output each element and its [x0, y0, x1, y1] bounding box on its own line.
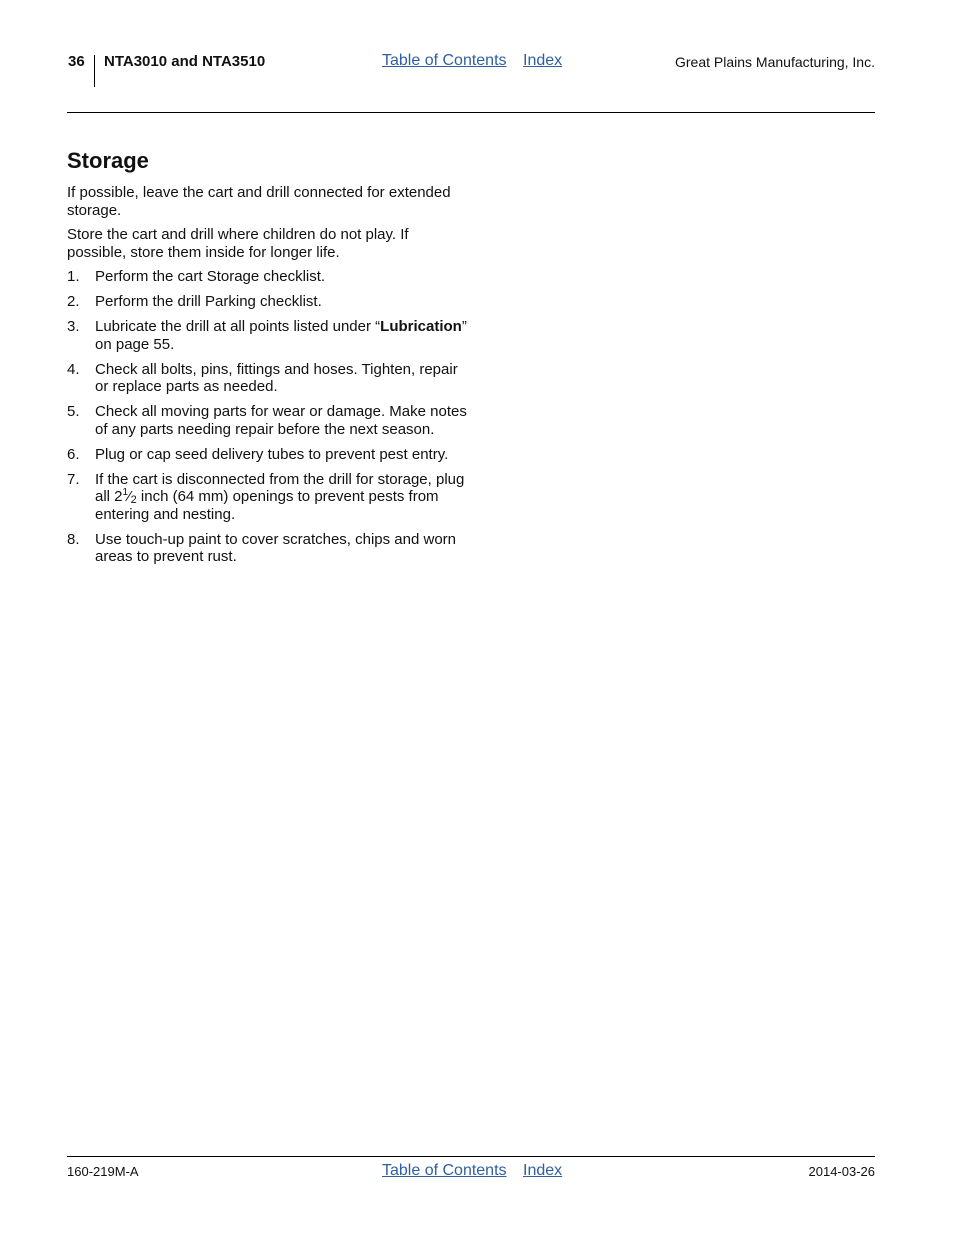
step-number: 2.	[67, 293, 80, 310]
list-item	[67, 361, 467, 396]
page-number: 36	[68, 53, 85, 70]
step-text: Plug or cap seed delivery tubes to prevent pest entry.	[95, 445, 449, 463]
doc-number: 160-219M-A	[67, 1164, 139, 1179]
list-item	[67, 293, 467, 311]
footer-rule	[67, 1156, 875, 1157]
header-rule	[67, 112, 875, 113]
intro-paragraph-1: If possible, leave the cart and drill connected for extended storage.	[67, 184, 451, 219]
header-index-link[interactable]: Index	[523, 52, 563, 69]
step-number: 4.	[67, 360, 80, 378]
step-text: Check all bolts, pins, fittings and hoses. Tighten, repair or replace parts as needed.	[95, 360, 458, 395]
step-text-before: Lubricate the drill at all points listed under “	[95, 318, 381, 335]
lubrication-reference: Lubrication	[380, 318, 462, 335]
intro-paragraph-2: Store the cart and drill where children do not play. If possible, store them inside for longer life.	[67, 226, 409, 261]
storage-section	[67, 148, 467, 573]
header-toc-link[interactable]: Table of Contents	[382, 52, 507, 69]
step-number: 1.	[67, 268, 80, 285]
step-number: 6.	[67, 445, 80, 463]
step-text-after: ” on page 55.	[95, 318, 467, 353]
section-title: Storage	[67, 148, 149, 173]
model-title: NTA3010 and NTA3510	[104, 53, 266, 70]
fraction-numerator: 1	[122, 487, 129, 498]
list-item	[67, 471, 467, 524]
step-text: Check all moving parts for wear or damage. Make notes of any parts needing repair before the next season.	[95, 403, 467, 438]
header-divider	[94, 55, 95, 87]
step-number: 5.	[67, 403, 80, 420]
step-text-after: inch (64 mm) openings to prevent pests from entering and nesting.	[95, 488, 439, 523]
fraction: $^1⁄_2$	[122, 487, 137, 506]
list-item	[67, 268, 467, 286]
storage-steps-list	[67, 268, 467, 566]
list-item	[67, 531, 467, 566]
step-text: Perform the drill Parking checklist.	[95, 293, 322, 310]
list-item	[67, 318, 467, 353]
step-text: Perform the cart Storage checklist.	[95, 268, 326, 285]
list-item	[67, 446, 467, 464]
step-text-before: If the cart is disconnected from the drill for storage, plug all 2	[95, 470, 465, 505]
step-number: 8.	[67, 530, 80, 548]
publication-date: 2014-03-26	[808, 1164, 875, 1179]
footer-toc-link[interactable]: Table of Contents	[382, 1162, 507, 1179]
step-number: 3.	[67, 318, 80, 335]
footer-index-link[interactable]: Index	[523, 1162, 563, 1179]
fraction-denominator: 2	[130, 494, 137, 506]
list-item	[67, 403, 467, 438]
company-name: Great Plains Manufacturing, Inc.	[675, 54, 875, 70]
step-text: Use touch-up paint to cover scratches, chips and worn areas to prevent rust.	[95, 530, 457, 565]
page-header	[0, 0, 954, 120]
step-number: 7.	[67, 470, 80, 488]
